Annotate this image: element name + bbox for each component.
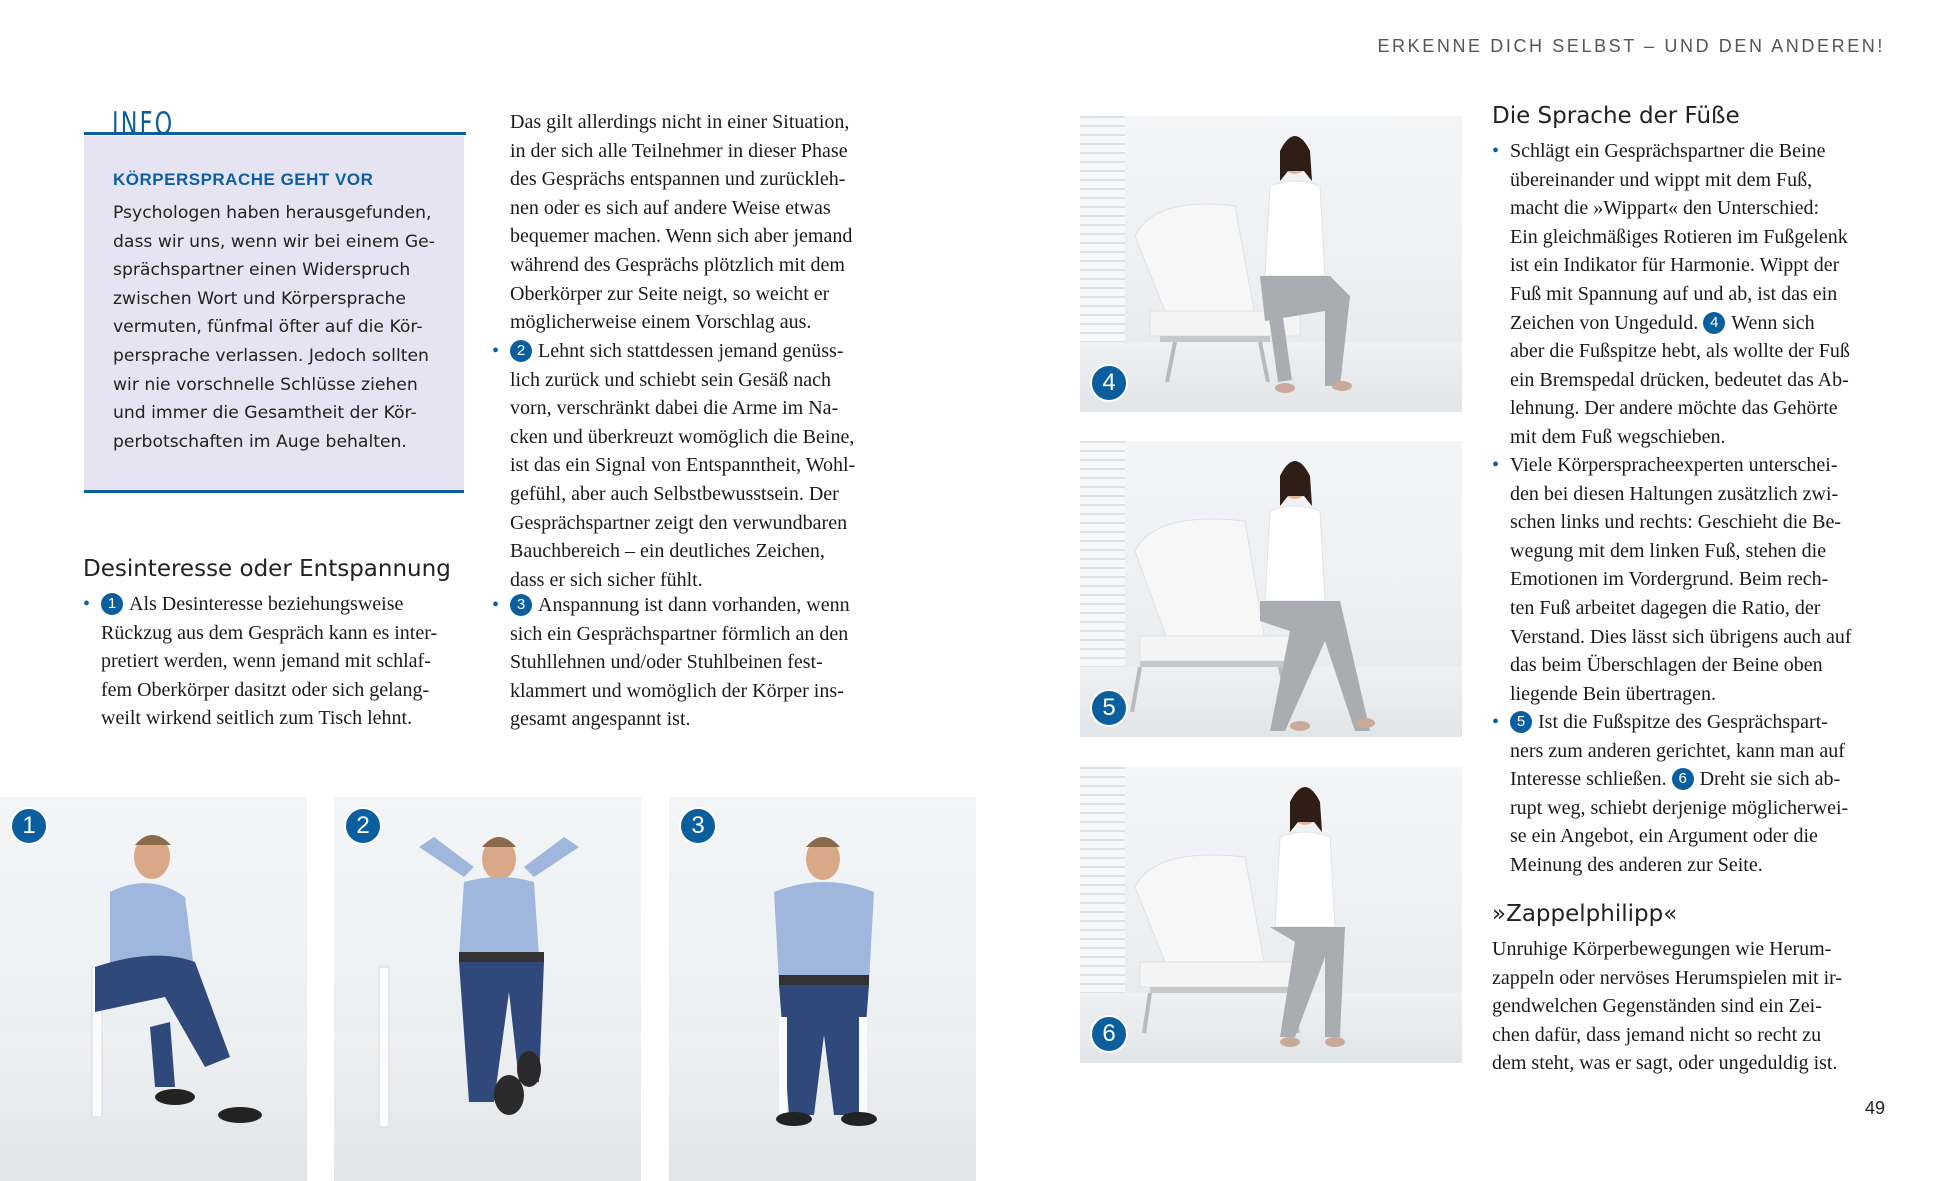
bullet-text: pretiert werden, wenn jemand mit schlaf- bbox=[101, 650, 431, 673]
bullet-2 bbox=[492, 337, 900, 594]
number-badge-icon: 2 bbox=[510, 340, 532, 362]
bullet-text: rupt weg, schiebt derjenige möglicherwei- bbox=[1510, 796, 1849, 819]
info-line: Psychologen haben herausgefunden, bbox=[113, 203, 432, 223]
paragraph-line: des Gesprächs entspannen und zurückleh- bbox=[510, 168, 846, 191]
bullet-text: das beim Überschlagen der Beine oben bbox=[1510, 654, 1823, 677]
info-line: persprache verlassen. Jedoch sollten bbox=[113, 345, 429, 366]
bullet-text: liegende Bein übertragen. bbox=[1510, 682, 1717, 705]
bullet-text: weilt wirkend seitlich zum Tisch lehnt. bbox=[101, 707, 413, 730]
bullet-text: cken und überkreuzt womöglich die Beine, bbox=[510, 425, 855, 448]
paragraph-line: während des Gesprächs plötzlich mit dem bbox=[510, 253, 845, 276]
bullet-text: lich zurück und schiebt sein Gesäß nach bbox=[510, 368, 832, 391]
info-line: wir nie vorschnelle Schlüsse ziehen bbox=[113, 374, 418, 395]
number-badge-icon: 5 bbox=[1510, 711, 1532, 733]
bullet-text: den bei diesen Haltungen zusätzlich zwi- bbox=[1510, 482, 1839, 505]
number-badge-icon: 1 bbox=[101, 593, 123, 615]
bullet-text: Dreht sie sich ab- bbox=[1699, 768, 1841, 791]
bullet-text: übereinander und wippt mit dem Fuß, bbox=[1510, 168, 1813, 191]
column-2-paragraph bbox=[510, 108, 900, 337]
bullet-text: Fuß mit Spannung auf und ab, ist das ein bbox=[1510, 282, 1838, 305]
photo-woman-feet-forward bbox=[1080, 441, 1462, 737]
figure-woman-6-icon bbox=[1080, 767, 1462, 1063]
paragraph-line: dem steht, was er sagt, oder ungeduldig ist. bbox=[1492, 1052, 1838, 1075]
figure-woman-5-icon bbox=[1080, 441, 1462, 737]
bullet-dot-icon: • bbox=[492, 340, 500, 362]
figure-woman-4-icon bbox=[1080, 116, 1462, 412]
bullet-text: ein Bremspedal drücken, bedeutet das Ab- bbox=[1510, 368, 1849, 391]
section-heading-desinteresse: Desinteresse oder Entspannung bbox=[83, 556, 451, 582]
photo-woman-legs-crossed bbox=[1080, 116, 1462, 412]
info-line: perbotschaften im Auge behalten. bbox=[113, 431, 407, 452]
bullet-text: Schlägt ein Gesprächspartner die Beine bbox=[1510, 140, 1826, 162]
paragraph-line: bequemer machen. Wenn sich aber jemand bbox=[510, 225, 853, 248]
info-title: INFO bbox=[112, 106, 175, 142]
photo-number-badge-icon: 5 bbox=[1090, 689, 1128, 727]
photo-woman-feet-turned bbox=[1080, 767, 1462, 1063]
bullet-text: Lehnt sich stattdessen jemand genüss- bbox=[538, 340, 844, 362]
bullet-text: macht die »Wippart« den Unterschied: bbox=[1510, 197, 1820, 220]
number-badge-icon: 6 bbox=[1672, 768, 1694, 790]
paragraph-line: zappeln oder nervöses Herumspielen mit ir- bbox=[1492, 966, 1843, 989]
figure-man-2-icon bbox=[334, 797, 641, 1181]
bullet-feet-b bbox=[1492, 451, 1890, 708]
bullet-text: Viele Körperspracheexperten unterschei- bbox=[1510, 454, 1838, 476]
photo-man-leaning-back bbox=[334, 797, 641, 1181]
bullet-dot-icon: • bbox=[1492, 454, 1500, 476]
paragraph-line: in der sich alle Teilnehmer in dieser Phase bbox=[510, 139, 848, 162]
info-line: zwischen Wort und Körpersprache bbox=[113, 288, 406, 309]
paragraph-line: Oberkörper zur Seite neigt, so weicht er bbox=[510, 282, 830, 305]
bullet-text: Emotionen im Vordergrund. Beim rech- bbox=[1510, 568, 1829, 591]
bullet-text: Ein gleichmäßiges Rotieren im Fußgelenk bbox=[1510, 225, 1848, 248]
bullet-text: Rückzug aus dem Gespräch kann es inter- bbox=[101, 621, 438, 644]
paragraph-line: möglicherweise einem Vorschlag aus. bbox=[510, 311, 812, 334]
bullet-text: ners zum anderen gerichtet, kann man auf bbox=[1510, 739, 1845, 762]
section-heading-zappelphilipp: »Zappelphilipp« bbox=[1492, 901, 1678, 927]
photo-man-tense bbox=[669, 797, 976, 1181]
info-line: und immer die Gesamtheit der Kör- bbox=[113, 403, 417, 424]
number-badge-icon: 4 bbox=[1703, 312, 1725, 334]
bullet-text: Wenn sich bbox=[1731, 311, 1815, 334]
photo-number-badge-icon: 4 bbox=[1090, 364, 1128, 402]
bullet-text: ist das ein Signal von Entspanntheit, Wohl- bbox=[510, 454, 856, 477]
zappelphilipp-paragraph bbox=[1492, 935, 1892, 1078]
bullet-text: gefühl, aber auch Selbstbewusstsein. Der bbox=[510, 482, 839, 505]
bullet-text: dass er sich sicher fühlt. bbox=[510, 568, 703, 591]
bullet-text: lehnung. Der andere möchte das Gehörte bbox=[1510, 397, 1838, 420]
info-heading: KÖRPERSPRACHE GEHT VOR bbox=[113, 170, 374, 189]
bullet-3 bbox=[492, 591, 900, 734]
bullet-text: Stuhllehnen und/oder Stuhlbeinen fest- bbox=[510, 651, 823, 674]
bullet-text: Verstand. Dies lässt sich übrigens auch auf bbox=[1510, 625, 1852, 648]
paragraph-line: nen oder es sich auf andere Weise etwas bbox=[510, 196, 831, 219]
bullet-text: fem Oberkörper dasitzt oder sich gelang- bbox=[101, 678, 430, 701]
bullet-dot-icon: • bbox=[1492, 140, 1500, 162]
bullet-dot-icon: • bbox=[492, 594, 500, 616]
photo-number-badge-icon: 6 bbox=[1090, 1015, 1128, 1053]
bullet-text: schen links und rechts: Geschieht die Be- bbox=[1510, 511, 1842, 534]
bullet-text: se ein Angebot, ein Argument oder die bbox=[1510, 825, 1818, 848]
bullet-text: aber die Fußspitze hebt, als wollte der Fuß bbox=[1510, 340, 1850, 363]
bullet-text: Gesprächspartner zeigt den verwundbaren bbox=[510, 511, 848, 534]
photo-number-badge-icon: 2 bbox=[344, 807, 382, 845]
bullet-dot-icon: • bbox=[1492, 711, 1500, 733]
paragraph-line: chen dafür, dass jemand nicht so recht zu bbox=[1492, 1023, 1822, 1046]
section-heading-fuesse: Die Sprache der Füße bbox=[1492, 103, 1740, 129]
info-line: vermuten, fünfmal öfter auf die Kör- bbox=[113, 317, 423, 338]
bullet-dot-icon: • bbox=[83, 593, 91, 615]
photo-number-badge-icon: 3 bbox=[679, 807, 717, 845]
bullet-text: Zeichen von Ungeduld. bbox=[1510, 311, 1699, 334]
bullet-text: Bauchbereich – ein deutliches Zeichen, bbox=[510, 540, 825, 563]
bullet-text: klammert und womöglich der Körper ins- bbox=[510, 679, 844, 702]
running-header: ERKENNE DICH SELBST – UND DEN ANDEREN! bbox=[1377, 36, 1885, 56]
paragraph-line: gendwelchen Gegenständen sind ein Zei- bbox=[1492, 995, 1822, 1018]
info-line: sprächspartner einen Widerspruch bbox=[113, 260, 411, 281]
bullet-text: wegung mit dem linken Fuß, stehen die bbox=[1510, 539, 1827, 562]
paragraph-line: Das gilt allerdings nicht in einer Situation, bbox=[510, 111, 850, 133]
photo-number-badge-icon: 1 bbox=[10, 807, 48, 845]
number-badge-icon: 3 bbox=[510, 594, 532, 616]
bullet-text: ist ein Indikator für Harmonie. Wippt der bbox=[1510, 254, 1840, 277]
paragraph-line: Unruhige Körperbewegungen wie Herum- bbox=[1492, 938, 1832, 960]
bullet-text: Interesse schließen. bbox=[1510, 768, 1667, 791]
bullet-text: mit dem Fuß wegschieben. bbox=[1510, 425, 1726, 448]
bullet-1 bbox=[83, 590, 471, 733]
bullet-text: Ist die Fußspitze des Gesprächspart- bbox=[1538, 711, 1828, 733]
page-number: 49 bbox=[1864, 1098, 1885, 1118]
bullet-text: ten Fuß arbeitet dagegen die Ratio, der bbox=[1510, 596, 1821, 619]
bullet-text: Als Desinteresse beziehungsweise bbox=[129, 593, 404, 615]
bullet-text: vorn, verschränkt dabei die Arme im Na- bbox=[510, 397, 839, 420]
bullet-text: sich ein Gesprächspartner förmlich an den bbox=[510, 622, 849, 645]
photo-man-slouched bbox=[0, 797, 307, 1181]
info-line: dass wir uns, wenn wir bei einem Ge- bbox=[113, 231, 435, 252]
bullet-feet-a bbox=[1492, 137, 1890, 452]
bullet-text: gesamt angespannt ist. bbox=[510, 708, 691, 731]
info-body bbox=[113, 199, 443, 456]
bullet-text: Meinung des anderen zur Seite. bbox=[1510, 853, 1763, 876]
bullet-feet-c bbox=[1492, 708, 1890, 880]
figure-man-3-icon bbox=[669, 797, 976, 1181]
bullet-text: Anspannung ist dann vorhanden, wenn bbox=[538, 594, 850, 616]
figure-man-1-icon bbox=[0, 797, 307, 1181]
